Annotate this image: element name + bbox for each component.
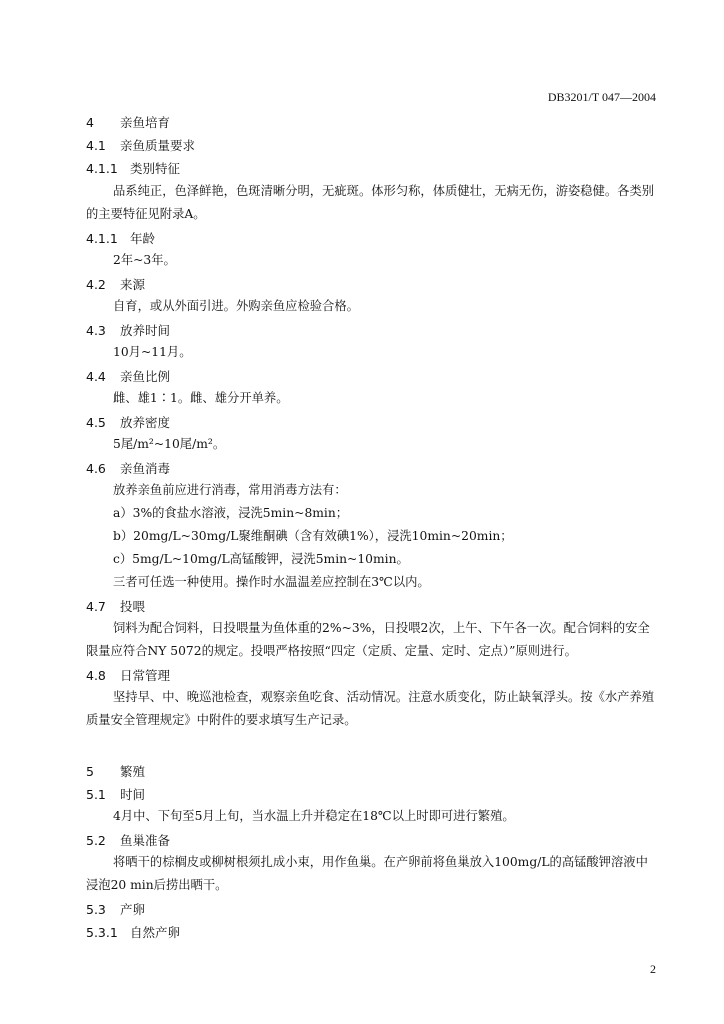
section-heading-5 (86, 762, 145, 780)
list-item-b: b）20mg/L~30mg/L聚维酮碘（含有效碘1%），浸洗10min~20min； (113, 529, 513, 543)
section-heading-age (86, 229, 155, 247)
section-number: 4.3 (86, 323, 106, 338)
paragraph-source: 自育，或从外面引进。外购亲鱼应检验合格。 (113, 299, 359, 313)
section-title: 鱼巢准备 (120, 833, 171, 848)
section-number: 4.1.1 (86, 231, 118, 246)
section-title: 自然产卵 (130, 925, 181, 940)
paragraph-category-features: 品系纯正，色泽鲜艳，色斑清晰分明，无疵斑。体形匀称，体质健壮，无病无伤，游姿稳健。各类别的主要特征见附录A。 (86, 184, 655, 221)
section-heading-4-1-1 (86, 159, 180, 177)
section-title: 亲鱼消毒 (120, 461, 171, 476)
paragraph-feeding: 饲料为配合饲料，日投喂量为鱼体重的2%~3%，日投喂2次，上午、下午各一次。配合饲料的安全限量应符合NY 5072的规定。投喂严格按照“四定（定质、定量、定时、定点）”原则进行。 (86, 621, 650, 658)
section-number: 5 (86, 764, 94, 779)
section-heading-4-1 (86, 136, 195, 154)
paragraph-nest-preparation: 将晒干的棕榈皮或柳树根须扎成小束，用作鱼巢。在产卵前将鱼巢放入100mg/L的高锰酸钾溶液中浸泡20 min后捞出晒干。 (86, 855, 648, 892)
section-heading-4-7 (86, 597, 145, 615)
section-heading-5-2 (86, 831, 170, 849)
section-number: 4.1 (86, 138, 106, 153)
section-number: 4 (86, 115, 94, 130)
page-number: 2 (650, 962, 656, 976)
section-number: 4.6 (86, 461, 106, 476)
section-title: 亲鱼质量要求 (120, 138, 196, 153)
paragraph-sex-ratio: 雌、雄1∶1。雌、雄分开单养。 (113, 391, 289, 405)
section-title: 日常管理 (120, 668, 171, 683)
section-heading-5-3-1 (86, 923, 180, 941)
section-number: 5.3.1 (86, 925, 118, 940)
section-heading-4-8 (86, 666, 170, 684)
section-heading-4-6 (86, 459, 170, 477)
paragraph-disinfection-note: 三者可任选一种使用。操作时水温温差应控制在3℃以内。 (113, 575, 430, 589)
section-title: 亲鱼培育 (120, 115, 171, 130)
list-item-c: c）5mg/L~10mg/L高锰酸钾，浸洗5min~10min。 (113, 552, 409, 566)
section-number: 5.1 (86, 787, 106, 802)
section-heading-5-1 (86, 785, 145, 803)
section-title: 放养时间 (120, 323, 171, 338)
section-number: 4.8 (86, 668, 106, 683)
section-heading-4 (86, 113, 170, 131)
section-number: 4.1.1 (86, 161, 118, 176)
section-heading-5-3 (86, 900, 145, 918)
paragraph-disinfection-intro: 放养亲鱼前应进行消毒，常用消毒方法有： (113, 483, 347, 497)
section-number: 5.2 (86, 833, 106, 848)
section-title: 来源 (120, 277, 146, 292)
section-heading-4-5 (86, 413, 170, 431)
section-title: 产卵 (120, 902, 146, 917)
document-code: DB3201/T 047—2004 (547, 90, 656, 104)
section-title: 年龄 (130, 231, 156, 246)
section-heading-4-3 (86, 321, 170, 339)
paragraph-daily-management: 坚持早、中、晚巡池检查，观察亲鱼吃食、活动情况。注意水质变化，防止缺氧浮头。按《水产养殖质量安全管理规定》中附件的要求填写生产记录。 (86, 690, 655, 727)
list-item-a: a）3%的食盐水溶液，浸洗5min~8min； (113, 506, 349, 520)
section-heading-4-4 (86, 367, 170, 385)
section-title: 亲鱼比例 (120, 369, 171, 384)
section-title: 投喂 (120, 599, 146, 614)
section-number: 4.7 (86, 599, 106, 614)
section-title: 繁殖 (120, 764, 146, 779)
paragraph-age: 2年~3年。 (113, 253, 176, 267)
section-heading-4-2 (86, 275, 145, 293)
section-number: 4.2 (86, 277, 106, 292)
section-title: 时间 (120, 787, 146, 802)
section-title: 放养密度 (120, 415, 171, 430)
section-number: 5.3 (86, 902, 106, 917)
section-number: 4.4 (86, 369, 106, 384)
paragraph-breeding-time: 4月中、下旬至5月上旬，当水温上升并稳定在18℃以上时即可进行繁殖。 (113, 809, 515, 823)
section-title: 类别特征 (130, 161, 181, 176)
section-number: 4.5 (86, 415, 106, 430)
paragraph-density: 5尾/m²~10尾/m²。 (113, 437, 226, 451)
paragraph-stocking-time: 10月~11月。 (113, 345, 192, 359)
